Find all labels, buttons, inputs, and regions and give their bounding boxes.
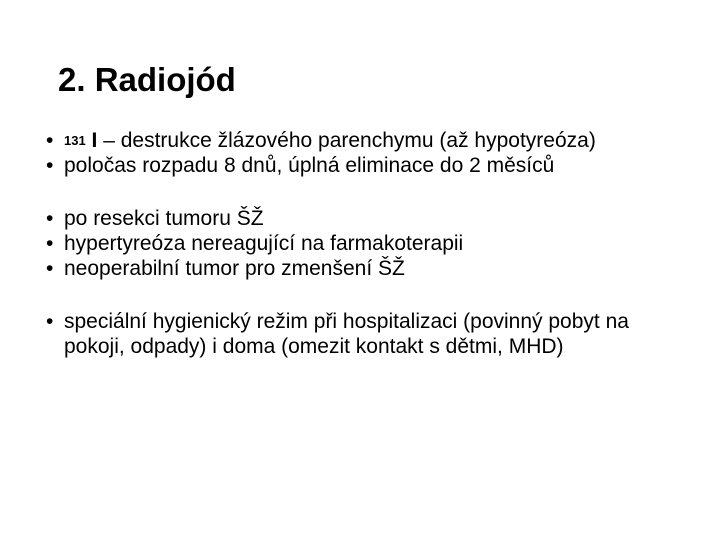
bullet-text: speciální hygienický režim při hospitalizaci (povinný pobyt na pokoji, odpady) i doma (omezit kontakt s dětmi, MHD) xyxy=(64,310,629,358)
bullet-text: – destrukce žlázového parenchymu (až hypotyreóza) xyxy=(97,129,596,152)
list-spacer xyxy=(46,178,686,206)
bullet-text: hypertyreóza nereagující na farmakoterapii xyxy=(64,232,464,255)
bullet-text: poločas rozpadu 8 dnů, úplná eliminace do 2 měsíců xyxy=(64,154,555,177)
bullet-text: po resekci tumoru ŠŽ xyxy=(64,207,264,230)
slide-title: 2. Radiojód xyxy=(58,61,236,98)
isotope-label xyxy=(64,129,97,152)
isotope-symbol: I xyxy=(91,129,98,152)
bullet-item-hyperthyroidism xyxy=(46,231,686,256)
bullet-item-half-life xyxy=(46,153,686,178)
bullet-item-hygiene-regime xyxy=(46,309,686,359)
list-spacer xyxy=(46,281,686,309)
bullet-item-resection xyxy=(46,206,686,231)
bullet-item-inoperable-tumor xyxy=(46,256,686,281)
bullet-list xyxy=(46,128,686,359)
bullet-item-iodine xyxy=(46,128,686,153)
isotope-mass: 131 xyxy=(64,133,86,148)
bullet-text: neoperabilní tumor pro zmenšení ŠŽ xyxy=(64,257,405,280)
